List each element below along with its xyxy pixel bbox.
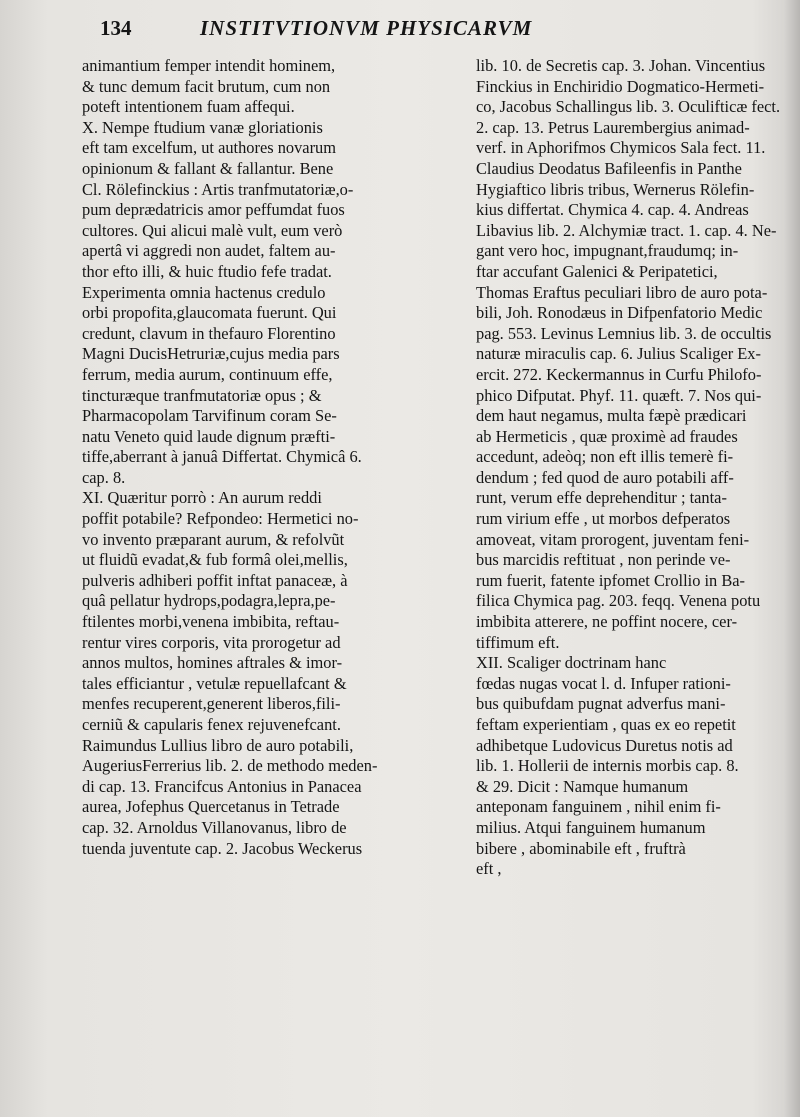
text-line: animantium femper intendit hominem, <box>82 56 336 75</box>
text-line: tales efficiantur , vetulæ repuellafcant & <box>82 673 347 693</box>
text-line: bus quibufdam pugnat adverfus mani- <box>476 694 726 714</box>
left-column <box>82 56 472 859</box>
text-line: ut fluidũ evadat,& fub formâ olei,mellis, <box>82 550 348 570</box>
text-line: tuenda juventute cap. 2. Jacobus Weckerus <box>82 838 363 858</box>
text-line: X. Nempe ftudium vanæ gloriationis <box>82 117 323 137</box>
text-line: cerniũ & capularis fenex rejuvenefcant. <box>82 715 341 734</box>
text-line: rentur vires corporis, vita prorogetur ad <box>82 632 341 652</box>
text-line: Hygiaftico libris tribus, Wernerus Rölefin- <box>476 179 755 199</box>
text-line: orbi propofita,glaucomata fuerunt. Qui <box>82 303 337 323</box>
text-line: opinionum & fallant & fallantur. Bene <box>82 158 334 178</box>
text-line: verf. in Aphorifmos Chymicos Sala fect. 11. <box>476 138 766 158</box>
text-line: XII. Scaliger doctrinam hanc <box>476 653 667 673</box>
text-line: feftam experientiam , quas ex eo repetit <box>476 715 736 734</box>
text-line: cap. 8. <box>82 467 126 487</box>
text-line: ftilentes morbi,venena imbibita, reftau- <box>82 612 340 632</box>
text-line: & 29. Dicit : Namque humanum <box>476 776 689 796</box>
text-line: filica Chymica pag. 203. feqq. Venena potu <box>476 591 761 611</box>
text-line: runt, verum effe deprehenditur ; tanta- <box>476 488 727 508</box>
text-line: Claudius Deodatus Bafileenfis in Panthe <box>476 158 742 178</box>
text-line: AugeriusFerrerius lib. 2. de methodo meden- <box>82 756 378 776</box>
text-line: Finckius in Enchiridio Dogmatico-Hermeti- <box>476 76 765 96</box>
text-line: vo invento præparant aurum, & refolvũt <box>82 529 345 549</box>
text-line: fœdas nugas vocat l. d. Infuper rationi- <box>476 673 731 693</box>
text-line: pag. 553. Levinus Lemnius lib. 3. de occultis <box>476 323 772 343</box>
text-line: ftar accufant Galenici & Peripatetici, <box>476 261 718 281</box>
text-line: ab Hermeticis , quæ proximè ad fraudes <box>476 426 738 446</box>
text-line: Pharmacopolam Tarvifinum coram Se- <box>82 406 337 426</box>
text-line: credunt, clavum in thefauro Florentino <box>82 323 336 343</box>
text-line: Raimundus Lullius libro de auro potabili, <box>82 735 354 755</box>
text-line: eft , <box>476 859 502 879</box>
text-line: natu Veneto quid laude dignum præfti- <box>82 426 336 446</box>
text-line: amoveat, vitam prorogent, juventam feni- <box>476 529 750 549</box>
text-line: co, Jacobus Schallingus lib. 3. Oculifticæ fect. <box>476 97 781 117</box>
text-line: anteponam fanguinem , nihil enim fi- <box>476 797 721 817</box>
text-line: Experimenta omnia hactenus credulo <box>82 282 326 302</box>
text-line: annos multos, homines aftrales & imor- <box>82 653 343 673</box>
text-line: milius. Atqui fanguinem humanum <box>476 817 706 837</box>
text-line: & tunc demum facit brutum, cum non <box>82 76 331 96</box>
text-line: kius differtat. Chymica 4. cap. 4. Andreas <box>476 200 749 220</box>
text-line: Thomas Eraftus peculiari libro de auro pota- <box>476 282 768 302</box>
page-edge-shadow <box>784 0 800 1117</box>
right-column <box>476 56 800 880</box>
text-line: 2. cap. 13. Petrus Laurembergius animad- <box>476 117 750 137</box>
text-line: dendum ; fed quod de auro potabili aff- <box>476 467 734 487</box>
text-line: XI. Quæritur porrò : An aurum reddi <box>82 488 322 508</box>
text-line: Magni DucisHetruriæ,cujus media pars <box>82 344 340 364</box>
text-line: pum deprædatricis amor peffumdat fuos <box>82 200 345 220</box>
text-line: adhibetque Ludovicus Duretus notis ad <box>476 735 733 755</box>
text-line: imbibita atterere, ne poffint nocere, cer- <box>476 612 738 632</box>
text-line: tincturæque tranfmutatoriæ opus ; & <box>82 385 322 405</box>
text-line: lib. 10. de Secretis cap. 3. Johan. Vincentius <box>476 56 766 75</box>
text-line: thor efto illi, & huic ftudio fefe tradat. <box>82 261 332 281</box>
text-line: Libavius lib. 2. Alchymiæ tract. 1. cap. 4. Ne- <box>476 220 777 240</box>
text-line: rum virium effe , ut morbos defperatos <box>476 509 731 529</box>
text-columns <box>82 56 800 1106</box>
page-number: 134 <box>100 16 132 40</box>
text-line: cap. 32. Arnoldus Villanovanus, libro de <box>82 817 347 837</box>
text-line: ferrum, media aurum, continuum effe, <box>82 364 333 384</box>
text-line: di cap. 13. Francifcus Antonius in Panacea <box>82 776 362 796</box>
page-header <box>100 14 680 40</box>
text-line: tiffe,aberrant à januâ Differtat. Chymicâ 6. <box>82 447 362 467</box>
text-line: rum fuerit, fatente ipfomet Crollio in Ba- <box>476 570 746 590</box>
text-line: phico Difputat. Phyf. 11. quæft. 7. Nos qui- <box>476 385 762 405</box>
text-line: bili, Joh. Ronodæus in Difpenfatorio Medic <box>476 303 763 323</box>
text-line: poteft intentionem fuam affequi. <box>82 97 295 117</box>
text-line: tiffimum eft. <box>476 632 560 652</box>
text-line: apertâ vi aggredi non audet, faltem au- <box>82 241 336 261</box>
text-line: naturæ miraculis cap. 6. Julius Scaliger Ex- <box>476 344 761 364</box>
text-line: menfes recuperent,generent liberos,fili- <box>82 694 341 714</box>
text-line: cultores. Qui alicui malè vult, eum verò <box>82 220 343 240</box>
text-line: lib. 1. Hollerii de internis morbis cap. 8. <box>476 756 739 776</box>
text-line: gant vero hoc, impugnant,fraudumq; in- <box>476 241 739 261</box>
text-line: ercit. 272. Keckermannus in Curfu Philofo- <box>476 364 762 384</box>
text-line: poffit potabile? Refpondeo: Hermetici no- <box>82 509 359 529</box>
text-line: accedunt, adeòq; non eft illis temerè fi- <box>476 447 734 467</box>
text-line: quâ pellatur hydrops,podagra,lepra,pe- <box>82 591 336 611</box>
running-title: INSTITVTIONVM PHYSICARVM <box>200 16 533 40</box>
text-line: eft tam excelfum, ut authores novarum <box>82 138 336 158</box>
text-line: aurea, Jofephus Quercetanus in Tetrade <box>82 797 340 817</box>
text-line: Cl. Rölefinckius : Artis tranfmutatoriæ,o- <box>82 179 354 199</box>
text-line: dem haut negamus, multa fæpè prædicari <box>476 406 747 426</box>
text-line: bus marcidis reftituat , non perinde ve- <box>476 550 731 570</box>
text-line: bibere , abominabile eft , fruftrà <box>476 838 686 858</box>
text-line: pulveris adhiberi poffit inftat panaceæ, à <box>82 570 348 590</box>
